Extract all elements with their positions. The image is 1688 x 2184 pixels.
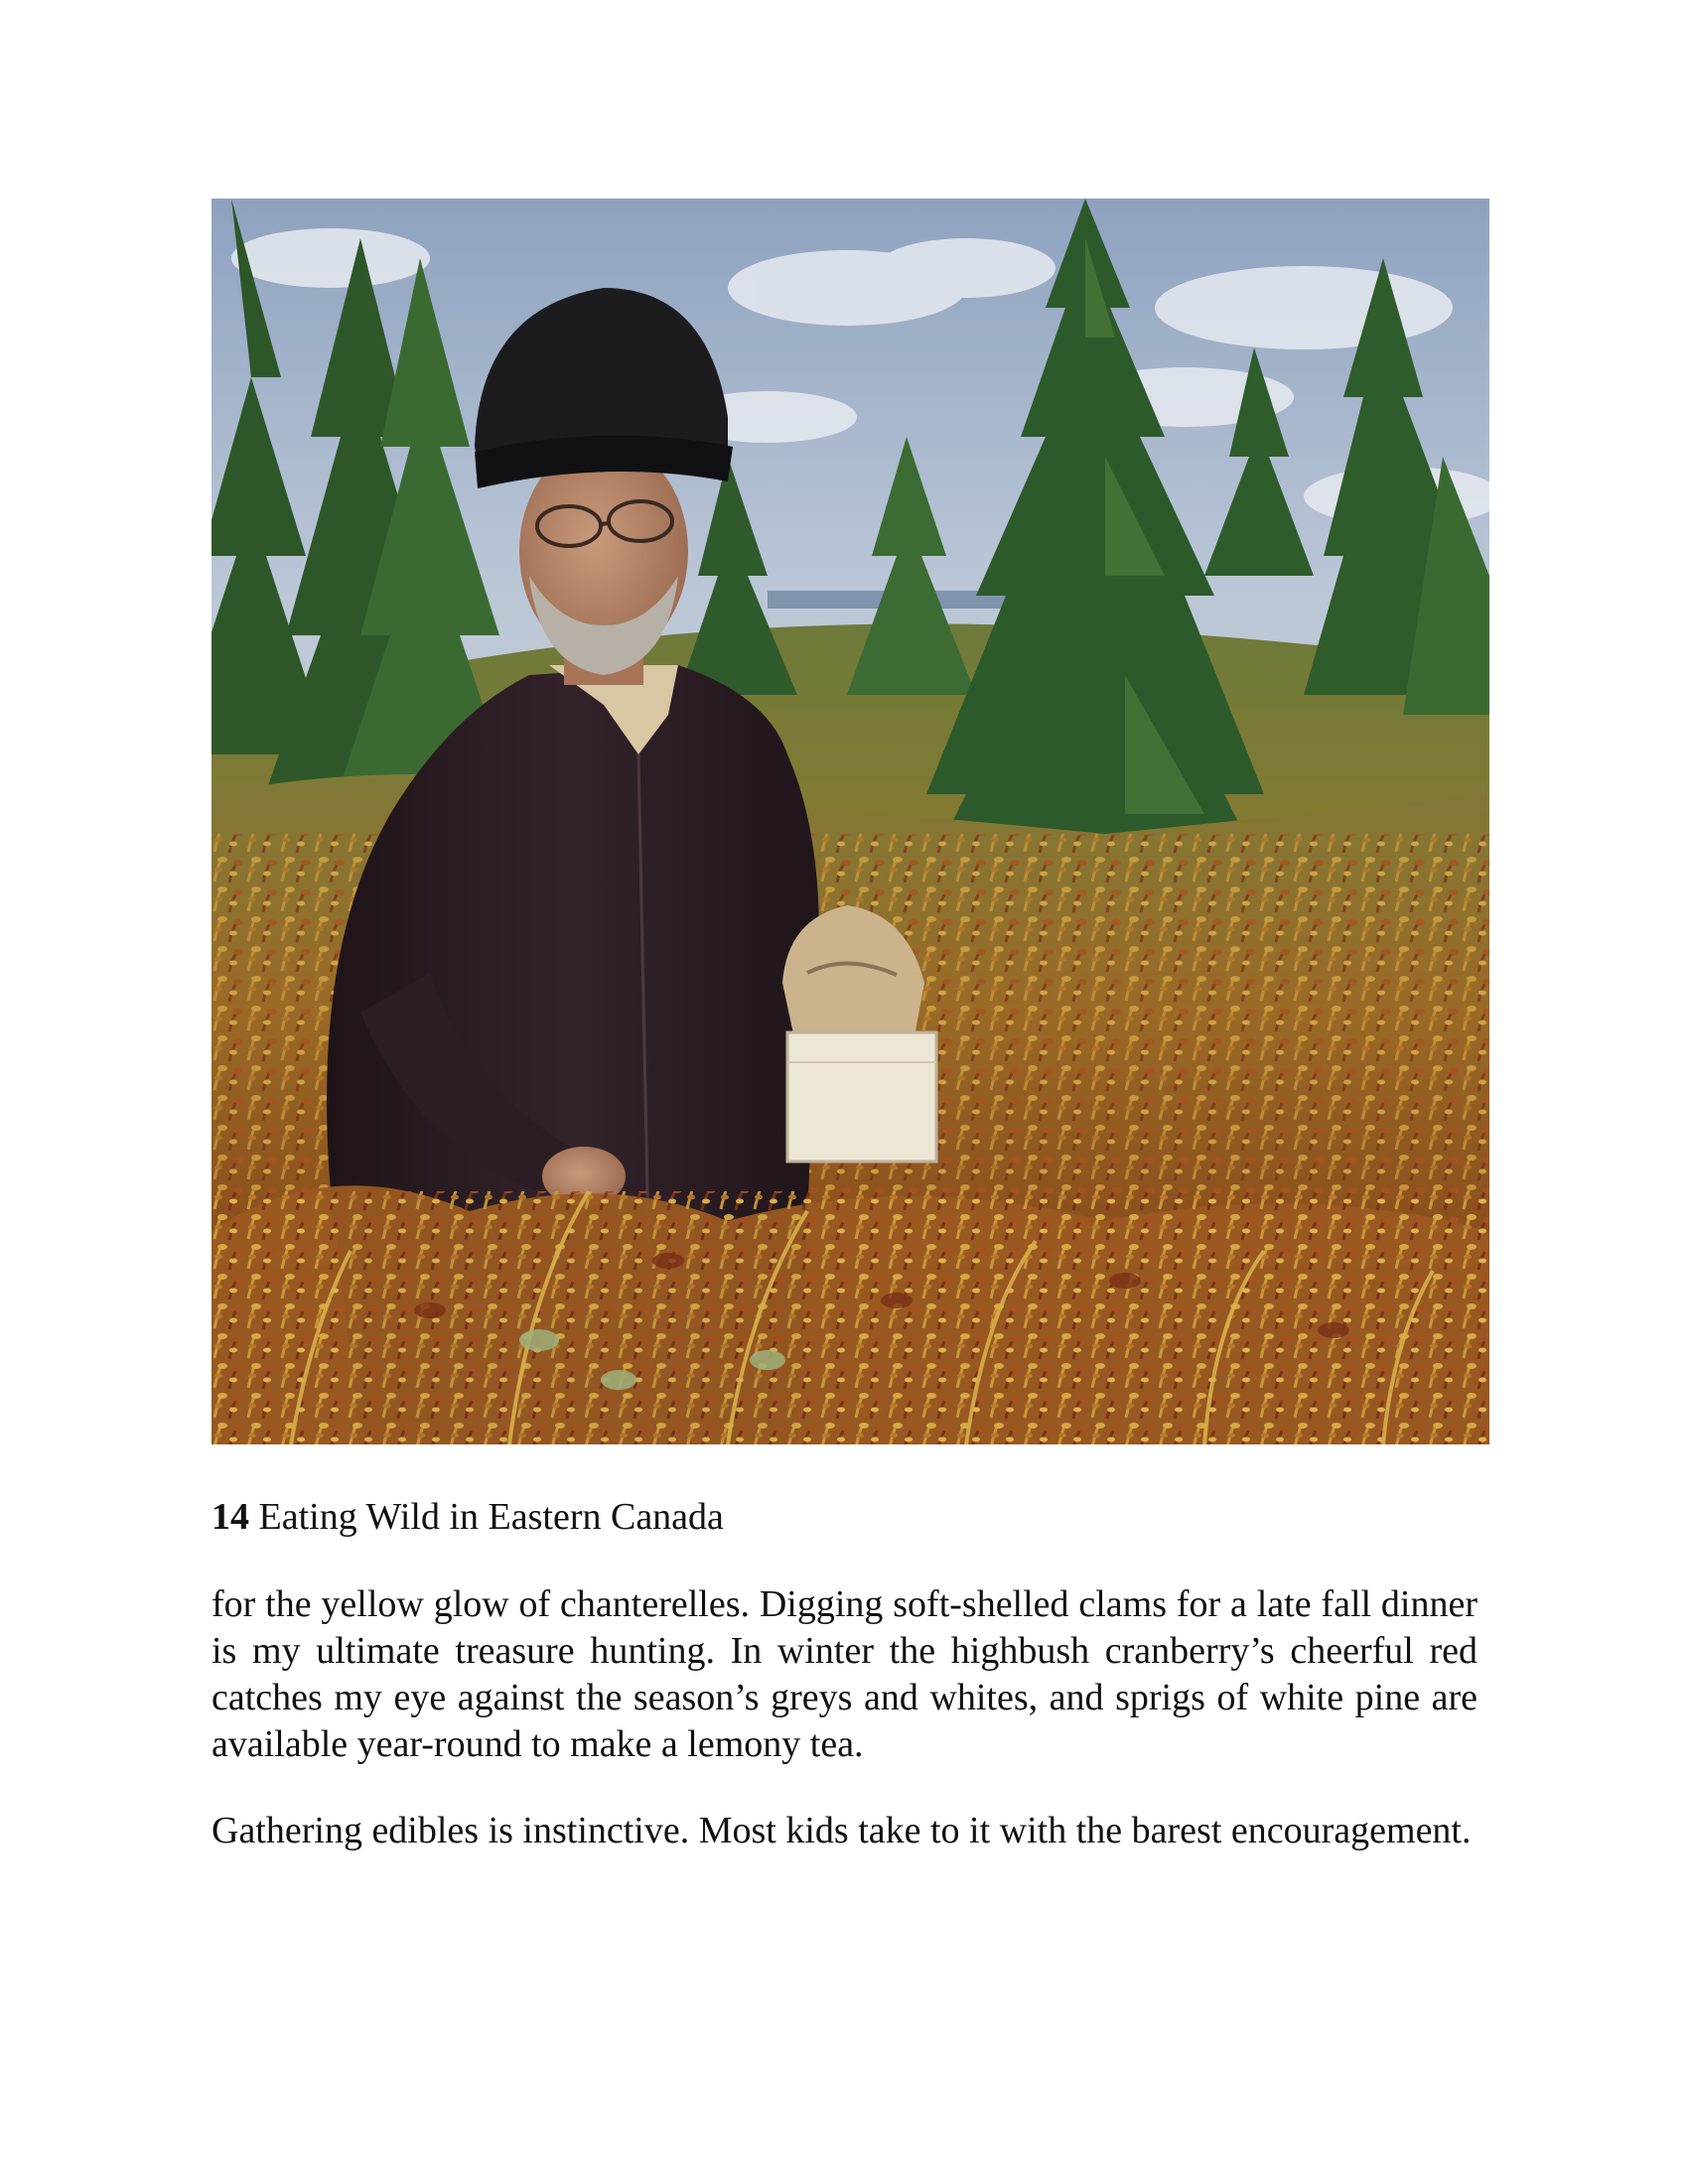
body-paragraph: Gathering edibles is instinctive. Most kids take to it with the barest encouragement.: [211, 1810, 1472, 1851]
book-title: Eating Wild in Eastern Canada: [258, 1496, 724, 1538]
running-head: [211, 1492, 724, 1542]
forager-photo-illustration: [211, 199, 1489, 1444]
body-paragraph: for the yellow glow of chanterelles. Digging soft-shelled clams for a late fall dinner is my ultimate treasure hunting. In winter the highbush cranberry’s cheerful red catches my eye against the season’s greys and whites, and sprigs of white pine are available year-round to make a lemony tea.: [211, 1583, 1477, 1765]
page-number: 14: [211, 1496, 249, 1538]
forager-photo: [211, 199, 1489, 1444]
